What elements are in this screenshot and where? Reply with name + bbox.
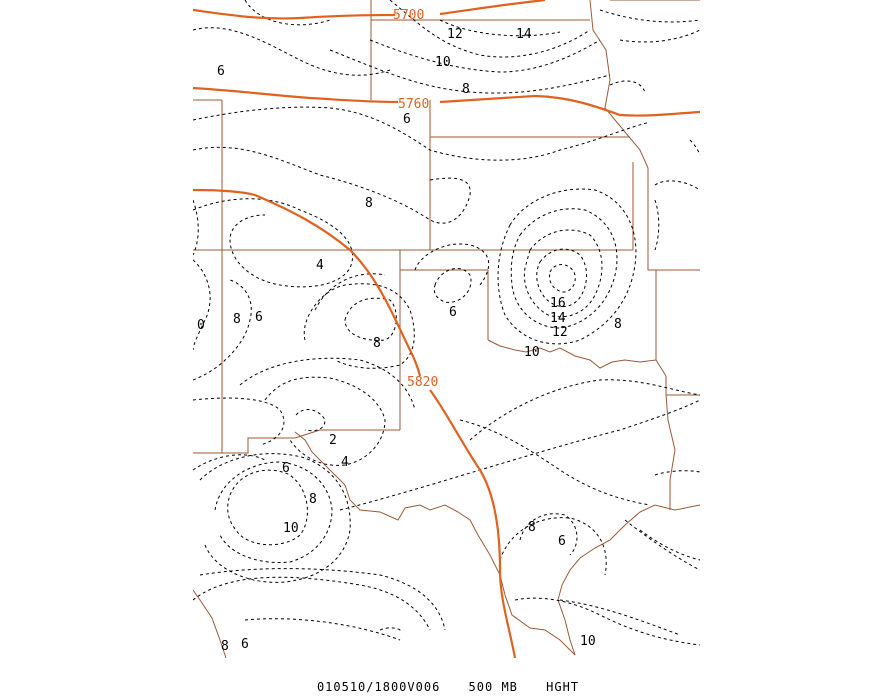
- height-contours: [193, 0, 700, 658]
- contour-label: 10: [435, 55, 451, 70]
- contour-label: 8: [365, 196, 373, 211]
- contour-label: 6: [449, 305, 457, 320]
- height-contour-5700: [193, 10, 395, 18]
- contour-labels: [197, 27, 622, 654]
- contour-label: 6: [558, 534, 566, 549]
- contour-label: 6: [255, 310, 263, 325]
- contour-label: 12: [447, 27, 463, 42]
- contour-label: 12: [552, 325, 568, 340]
- contour-label: 8: [233, 312, 241, 327]
- contour-label: 10: [580, 634, 596, 649]
- contour-label: 10: [283, 521, 299, 536]
- contour-label: 10: [524, 345, 540, 360]
- contour-label: 8: [221, 639, 229, 654]
- caption-level: 500 MB: [468, 680, 518, 694]
- height-label-5700: 5700: [393, 8, 425, 23]
- contour-label: 16: [550, 296, 566, 311]
- height-contour-5820: [193, 190, 420, 376]
- contour-label: 4: [341, 455, 349, 470]
- contour-label: 8: [309, 492, 317, 507]
- caption-run: 010510/1800V006: [316, 680, 441, 694]
- height-label-5820: 5820: [407, 375, 439, 390]
- contour-label: 6: [403, 112, 411, 127]
- contour-label: 14: [516, 27, 532, 42]
- contour-label: 8: [373, 336, 381, 351]
- contour-label: 14: [550, 311, 566, 326]
- state-borders: [193, 0, 700, 658]
- caption-field: HGHT: [546, 680, 580, 694]
- contour-label: 6: [241, 637, 249, 652]
- height-contour-5760: [193, 88, 398, 102]
- contour-label: 2: [329, 433, 337, 448]
- contour-label: 8: [528, 520, 536, 535]
- contour-label: 8: [462, 82, 470, 97]
- contour-label: 6: [217, 64, 225, 79]
- dashed-contours: [193, 0, 700, 645]
- map-caption: [0, 680, 896, 694]
- contour-label: 6: [282, 461, 290, 476]
- contour-label: 4: [316, 258, 324, 273]
- height-label-5760: 5760: [398, 97, 430, 112]
- contour-label: 0: [197, 318, 205, 333]
- contour-label: 8: [614, 317, 622, 332]
